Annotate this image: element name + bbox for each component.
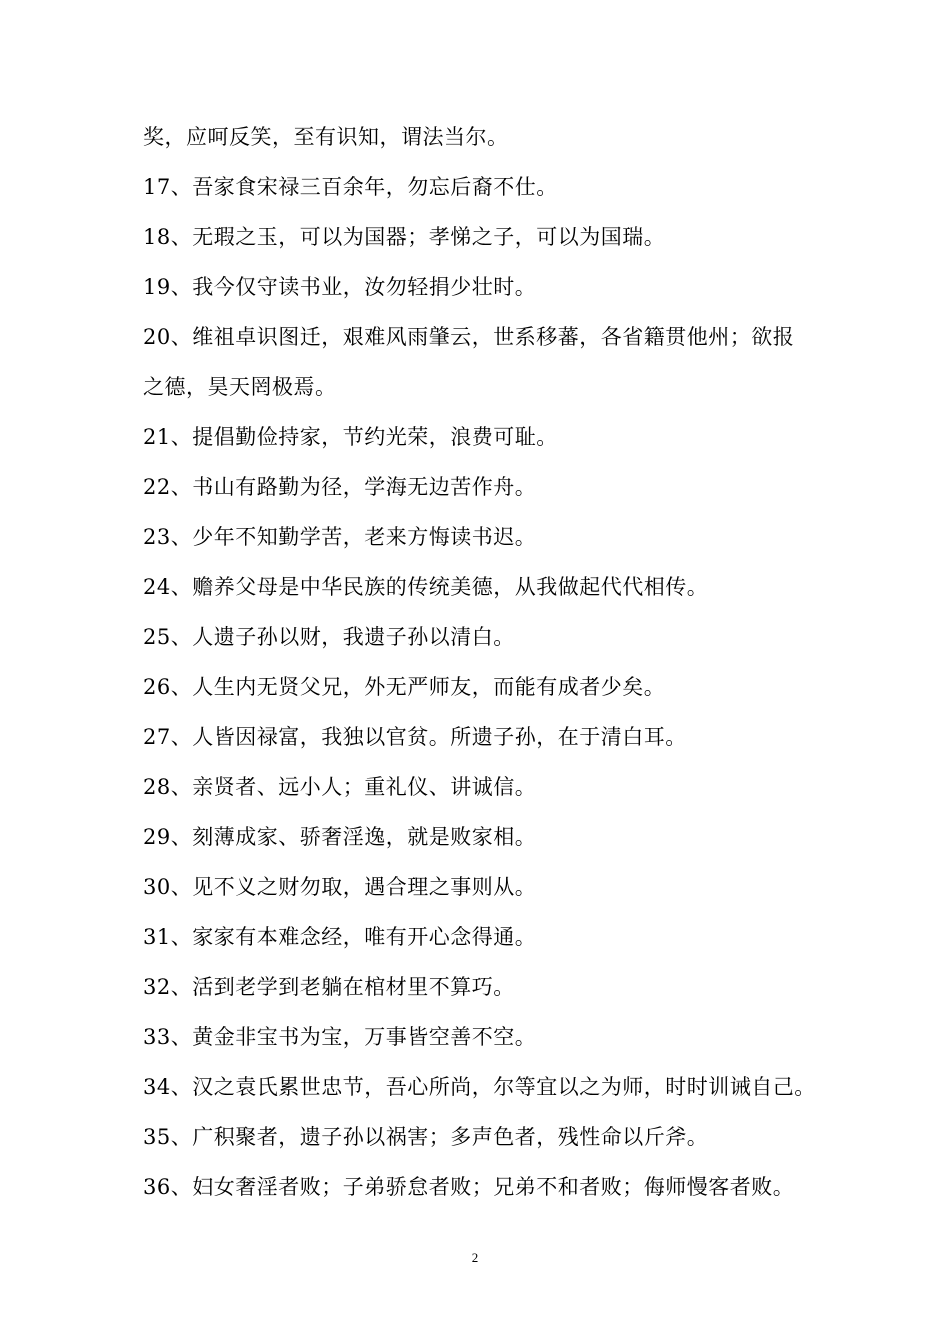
text-line: 21、提倡勤俭持家，节约光荣，浪费可耻。 [143,425,558,449]
text-line: 22、书山有路勤为径，学海无边苦作舟。 [143,475,537,499]
text-line: 之德，昊天罔极焉。 [143,375,337,399]
text-line: 23、少年不知勤学苦，老来方悔读书迟。 [143,525,537,549]
text-line: 24、赡养父母是中华民族的传统美德，从我做起代代相传。 [143,575,709,599]
text-line: 18、无瑕之玉，可以为国器；孝悌之子，可以为国瑞。 [143,225,666,249]
text-line: 36、妇女奢淫者败；子弟骄怠者败；兄弟不和者败；侮师慢客者败。 [143,1175,795,1199]
text-line: 34、汉之袁氏累世忠节，吾心所尚，尔等宜以之为师，时时训诫自己。 [143,1075,816,1099]
text-line: 19、我今仅守读书业，汝勿轻捐少壮时。 [143,275,537,299]
text-line: 30、见不义之财勿取，遇合理之事则从。 [143,875,537,899]
text-line: 32、活到老学到老躺在棺材里不算巧。 [143,975,515,999]
text-line: 25、人遗子孙以财，我遗子孙以清白。 [143,625,515,649]
text-line: 27、人皆因禄富，我独以官贫。所遗子孙，在于清白耳。 [143,725,687,749]
page-number: 2 [471,1250,479,1265]
text-line: 26、人生内无贤父兄，外无严师友，而能有成者少矣。 [143,675,666,699]
text-line: 28、亲贤者、远小人；重礼仪、讲诚信。 [143,775,537,799]
text-line: 17、吾家食宋禄三百余年，勿忘后裔不仕。 [143,175,558,199]
text-line: 33、黄金非宝书为宝，万事皆空善不空。 [143,1025,537,1049]
text-line: 31、家家有本难念经，唯有开心念得通。 [143,925,537,949]
text-line: 20、维祖卓识图迁，艰难风雨肇云，世系移蕃，各省籍贯他州；欲报 [143,325,795,349]
text-line: 29、刻薄成家、骄奢淫逸，就是败家相。 [143,825,537,849]
text-line: 35、广积聚者，遗子孙以祸害；多声色者，残性命以斤斧。 [143,1125,709,1149]
document-body [143,112,833,1212]
text-line: 奖，应呵反笑，至有识知，谓法当尔。 [143,125,509,149]
